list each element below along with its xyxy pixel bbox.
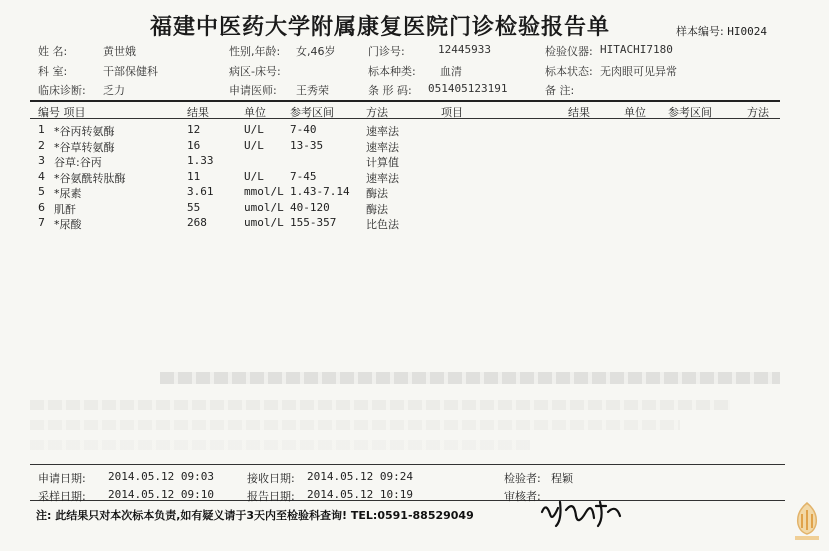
cell-result: 12 <box>187 123 201 136</box>
instrument-label: 检验仪器: <box>545 45 593 58</box>
table-row <box>0 200 829 216</box>
apply-date-label: 申请日期: <box>38 472 86 485</box>
cell-method: 酶法 <box>366 202 388 216</box>
footer-top-rule <box>30 464 785 465</box>
cell-result: 11 <box>187 169 201 183</box>
col-header-ref-right: 参考区间 <box>668 106 712 119</box>
gender-age-label: 性别,年龄: <box>229 45 281 58</box>
cell-no: 7 <box>38 216 45 229</box>
cell-method: 速率法 <box>366 140 399 154</box>
col-header-method-right: 方法 <box>747 106 769 119</box>
sample-number-label: 样本编号: <box>676 25 724 38</box>
apply-date-value: 2014.05.12 09:03 <box>108 470 214 483</box>
name-label: 姓 名: <box>38 45 68 58</box>
cell-unit: U/L <box>244 169 264 183</box>
cell-method: 速率法 <box>366 171 399 185</box>
cell-result: 268 <box>187 216 207 229</box>
cell-no: 5 <box>38 185 45 198</box>
dept-label: 科 室: <box>38 65 68 78</box>
col-header-no-item: 编号 项目 <box>38 106 86 119</box>
cell-unit: U/L <box>244 138 264 152</box>
hospital-seal-icon <box>790 500 824 542</box>
cell-result: 1.33 <box>187 154 214 167</box>
col-header-result-right: 结果 <box>568 106 590 119</box>
table-row <box>0 154 829 169</box>
cell-method: 速率法 <box>366 125 399 138</box>
instrument-value: HITACHI7180 <box>600 43 673 56</box>
cell-item: 谷草:谷丙 <box>54 156 102 169</box>
report-date-label: 报告日期: <box>247 490 295 503</box>
table-row <box>0 216 829 231</box>
col-header-unit-right: 单位 <box>624 106 646 119</box>
gender-age-value: 女,46岁 <box>296 45 336 58</box>
cell-method: 酶法 <box>366 187 388 200</box>
specimen-type-label: 标本种类: <box>368 65 416 78</box>
doctor-value: 王秀荣 <box>296 84 329 97</box>
cell-unit: U/L <box>244 123 264 136</box>
cell-no: 4 <box>38 169 45 183</box>
barcode-value: 051405123191 <box>428 82 508 95</box>
cell-ref: 13-35 <box>290 138 324 152</box>
cell-item: *谷丙转氨酶 <box>54 125 115 138</box>
remark-label: 备 注: <box>545 84 575 97</box>
print-through-band <box>30 420 680 430</box>
name-value: 黄世娥 <box>103 45 136 58</box>
cell-result: 16 <box>187 138 201 152</box>
print-through-band <box>160 372 780 384</box>
ward-bed-label: 病区-床号: <box>229 65 281 78</box>
cell-ref: 155-357 <box>290 216 337 229</box>
cell-ref: 7-40 <box>290 123 317 136</box>
table-row <box>0 185 829 200</box>
cell-item: 肌酐 <box>54 202 76 216</box>
print-through-band <box>30 440 530 450</box>
cell-unit: umol/L <box>244 200 284 214</box>
col-header-result: 结果 <box>187 106 209 119</box>
cell-no: 3 <box>38 154 45 167</box>
col-header-method: 方法 <box>366 106 388 119</box>
col-header-item-right: 项目 <box>441 106 463 119</box>
clinic-no-value: 12445933 <box>438 43 491 56</box>
cell-ref: 7-45 <box>290 169 317 183</box>
table-row <box>0 169 829 185</box>
sample-number-value: HI0024 <box>727 25 767 38</box>
report-title: 福建中医药大学附属康复医院门诊检验报告单 <box>150 14 611 40</box>
diagnosis-label: 临床诊断: <box>38 84 86 97</box>
cell-unit: mmol/L <box>244 185 284 198</box>
cell-no: 1 <box>38 123 45 136</box>
cell-result: 55 <box>187 200 201 214</box>
collect-date-label: 采样日期: <box>38 490 86 503</box>
table-row <box>0 123 829 138</box>
doctor-label: 申请医师: <box>229 84 277 97</box>
specimen-status-value: 无肉眼可见异常 <box>600 65 677 78</box>
barcode-label: 条 形 码: <box>368 84 412 97</box>
cell-ref: 40-120 <box>290 200 330 214</box>
cell-result: 3.61 <box>187 185 214 198</box>
cell-item: *尿酸 <box>54 218 82 231</box>
receive-date-value: 2014.05.12 09:24 <box>307 470 413 483</box>
cell-unit: umol/L <box>244 216 284 229</box>
sample-number <box>676 23 767 39</box>
cell-item: *谷草转氨酶 <box>54 140 115 154</box>
receive-date-label: 接收日期: <box>247 472 295 485</box>
tester-label: 检验者: <box>504 472 541 485</box>
cell-item: *尿素 <box>54 187 82 200</box>
tester-value: 程颖 <box>551 472 573 485</box>
col-header-ref: 参考区间 <box>290 106 334 119</box>
cell-no: 2 <box>38 138 45 152</box>
diagnosis-value: 乏力 <box>103 84 125 97</box>
cell-method: 计算值 <box>366 156 399 169</box>
specimen-status-label: 标本状态: <box>545 65 593 78</box>
table-row <box>0 138 829 154</box>
reviewer-label: 审核者: <box>504 490 541 503</box>
specimen-type-value: 血清 <box>440 65 462 78</box>
report-date-value: 2014.05.12 10:19 <box>307 488 413 501</box>
cell-method: 比色法 <box>366 218 399 231</box>
signature-icon <box>536 492 626 532</box>
disclaimer-note: 注: 此结果只对本次标本负责,如有疑义请于3天内至检验科查询! TEL:0591-88529049 <box>36 509 474 522</box>
collect-date-value: 2014.05.12 09:10 <box>108 488 214 501</box>
print-through-band <box>30 400 730 410</box>
header-top-rule <box>30 100 780 102</box>
cell-ref: 1.43-7.14 <box>290 185 350 198</box>
clinic-no-label: 门诊号: <box>368 45 405 58</box>
dept-value: 干部保健科 <box>103 65 158 78</box>
cell-item: *谷氨酰转肽酶 <box>54 171 126 185</box>
cell-no: 6 <box>38 200 45 214</box>
col-header-unit: 单位 <box>244 106 266 119</box>
